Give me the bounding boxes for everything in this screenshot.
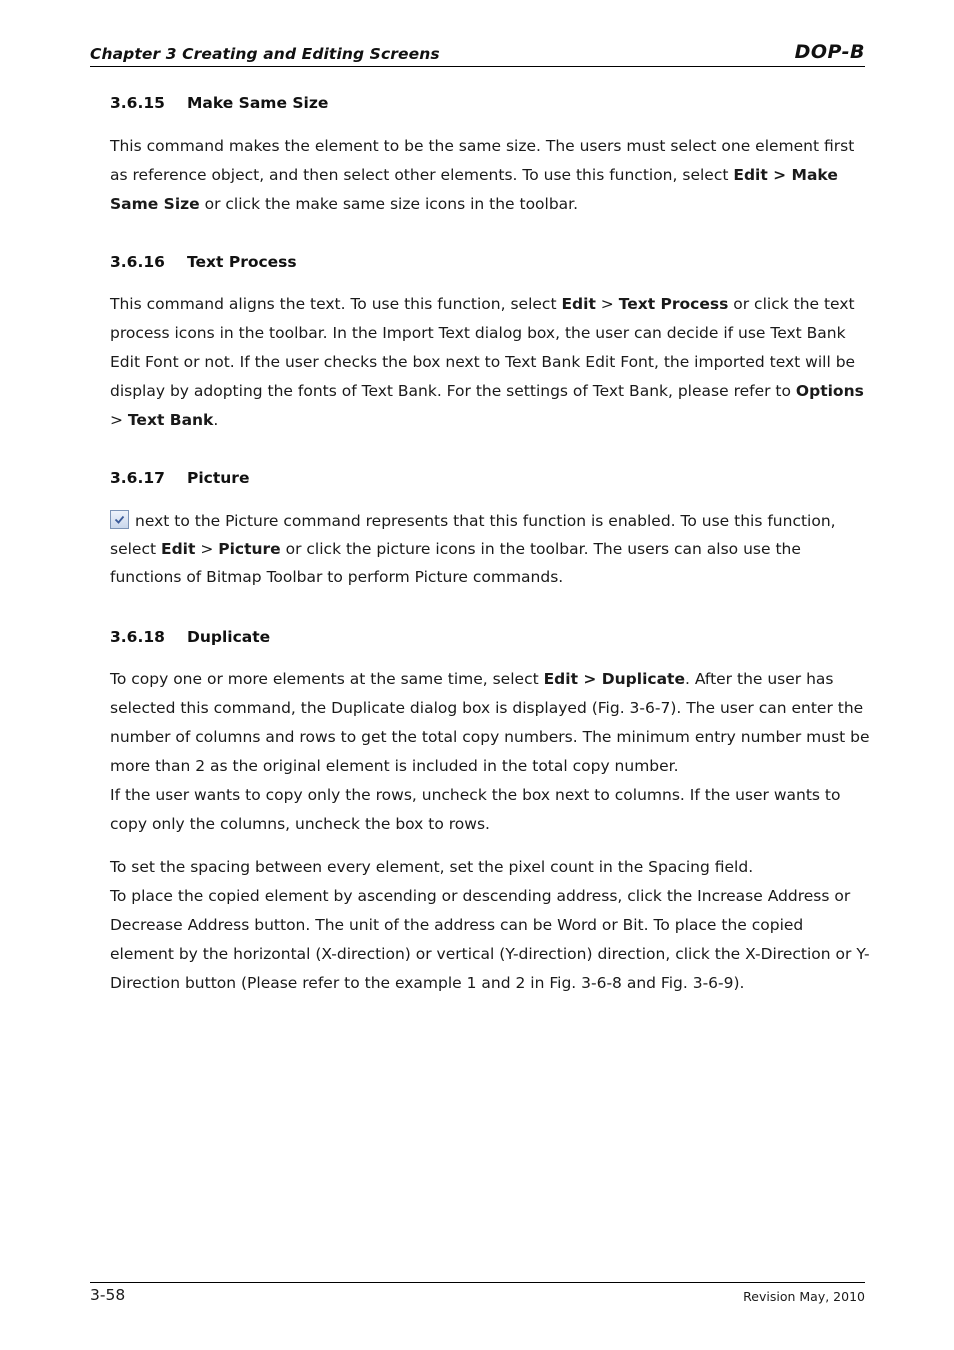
text-run: To copy one or more elements at the same time, select [110, 670, 544, 688]
page-number: 3-58 [90, 1286, 126, 1304]
section-paragraph [110, 507, 870, 591]
bold-text: Edit [160, 540, 196, 558]
section-paragraph [110, 290, 870, 435]
bold-text: Text Bank [127, 411, 214, 429]
section-number: 3.6.18 [110, 628, 165, 646]
product-logo: DOP-B [794, 41, 865, 63]
bold-text: Edit > Duplicate [543, 670, 685, 688]
section-number: 3.6.17 [110, 469, 165, 487]
text-run: or click the picture icons in the toolbar. The users can also use the functions of Bitmap Toolbar to perform Picture commands. [110, 540, 801, 586]
section-title: Picture [187, 469, 250, 487]
page-footer [90, 1282, 865, 1304]
section-heading [110, 253, 870, 271]
text-run: To place the copied element by ascending or descending address, click the Increase Address or Decrease Address button. The unit of the address can be Word or Bit. To place the copied element by the horizontal (X-direction) or vertical (Y-direction) direction, click the X-Direction or Y-Direction button (Please refer to the example 1 and 2 in Fig. 3-6-8 and Fig. 3-6-9). [110, 887, 870, 992]
revision-date: Revision May, 2010 [743, 1289, 865, 1304]
section-paragraph [110, 882, 870, 998]
section-paragraph [110, 853, 870, 882]
text-run: or click the text process icons in the toolbar. In the Import Text dialog box, the user can decide if use Text Bank Edit Font or not. If the user checks the box next to Text Bank Edit Font, the imported text will be display by adopting the fonts of Text Bank. For the settings of Text Bank, please refer to [110, 295, 856, 400]
text-run: > [110, 411, 128, 429]
text-run: If the user wants to copy only the rows, uncheck the box next to columns. If the user wants to copy only the columns, uncheck the box to rows. [110, 786, 841, 833]
section-number: 3.6.16 [110, 253, 165, 271]
section-picture [110, 469, 870, 591]
checked-checkbox-icon [110, 510, 129, 529]
section-title: Text Process [187, 253, 297, 271]
section-heading [110, 628, 870, 646]
section-paragraph [110, 665, 870, 781]
section-title: Make Same Size [187, 94, 329, 112]
chapter-title: Chapter 3 Creating and Editing Screens [90, 45, 440, 63]
text-run: next to the Picture command represents that this function is enabled. To use this function, select [110, 512, 836, 558]
bold-text: Options [795, 382, 864, 400]
section-paragraph [110, 781, 870, 839]
section-title: Duplicate [187, 628, 271, 646]
section-number: 3.6.15 [110, 94, 165, 112]
text-run: > [595, 295, 619, 313]
text-run: . [213, 411, 219, 429]
section-duplicate [110, 628, 870, 998]
bold-text: Edit [561, 295, 596, 313]
text-run: To set the spacing between every element, set the pixel count in the Spacing field. [110, 858, 754, 876]
text-run: or click the make same size icons in the toolbar. [199, 195, 579, 213]
page-header [90, 41, 865, 67]
text-run: This command makes the element to be the same size. The users must select one element first as reference object, and then select other elements. To use this function, select [110, 137, 855, 184]
bold-text: Text Process [618, 295, 729, 313]
section-make-same-size [110, 94, 870, 219]
text-run: . After the user has selected this command, the Duplicate dialog box is displayed (Fig. 3-6-7). The user can enter the number of columns and rows to get the total copy numbers. The minimum entry number must be more than 2 as the original element is included in the total copy number. [110, 670, 870, 775]
bold-text: Picture [218, 540, 281, 558]
section-heading [110, 94, 870, 112]
text-run: This command aligns the text. To use this function, select [110, 295, 562, 313]
section-text-process [110, 253, 870, 435]
bold-text: Edit > Make Same Size [110, 166, 838, 213]
section-paragraph [110, 132, 870, 219]
section-heading [110, 469, 870, 487]
text-run: > [195, 540, 219, 558]
